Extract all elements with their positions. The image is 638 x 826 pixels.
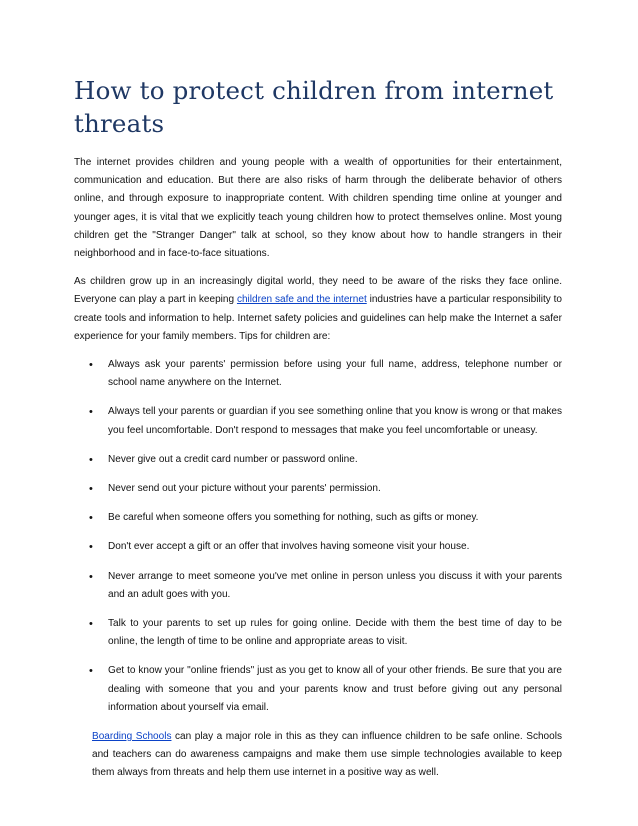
tip-text: Always ask your parents' permission before using your full name, address, telephone number or school name anywhere on the Internet. <box>108 359 562 389</box>
bullet-icon: • <box>89 665 93 678</box>
tips-list <box>74 356 562 717</box>
children-safe-link[interactable]: children safe and the internet <box>236 294 367 306</box>
bullet-icon: • <box>89 541 93 554</box>
tip-item <box>89 403 562 439</box>
page-title: How to protect children from internet threats <box>74 76 554 138</box>
tip-text: Be careful when someone offers you something for nothing, such as gifts or money. <box>108 512 479 524</box>
tip-text: Don't ever accept a gift or an offer that involves having someone visit your house. <box>108 541 470 553</box>
intro-paragraph: The internet provides children and young people with a wealth of opportunities for their entertainment, communication and education. But there are also risks of harm through the deliberate behavior of others online, and through exposure to inappropriate content. With children spending time online at younger and younger ages, it is vital that we explicitly teach young children how to protect themselves online. Most young children get the "Stranger Danger" talk at school, so they know about how to handle strangers in their neighborhood and in face-to-face situations. <box>74 157 562 260</box>
tip-text: Never send out your picture without your parents' permission. <box>108 483 381 495</box>
tip-text: Get to know your "online friends" just as you get to know all of your other friends. Be sure that you are dealing with someone that you and your parents know and trust before giving out any personal information about yourself via email. <box>108 665 562 713</box>
article-body <box>74 154 562 793</box>
boarding-schools-link[interactable]: Boarding Schools <box>92 731 172 743</box>
tip-text: Never arrange to meet someone you've met online in person unless you discuss it with your parents and an adult goes with you. <box>108 570 562 600</box>
second-paragraph-text-start: As children grow up in an increasingly digital world, they need to be aware of the risks they face online. Everyone can play a part in keeping <box>74 276 562 306</box>
second-paragraph <box>74 273 562 346</box>
closing-paragraph <box>92 728 562 783</box>
bullet-icon: • <box>89 618 93 631</box>
tip-text: Always tell your parents or guardian if you see something online that you know is wrong or that makes you feel uncomfortable. Don't respond to messages that make you feel uncomfortable or uneasy. <box>108 406 562 436</box>
tip-text: Never give out a credit card number or password online. <box>108 453 358 465</box>
bullet-icon: • <box>89 406 93 419</box>
tip-item <box>89 480 562 498</box>
second-paragraph-text-end: industries have a particular responsibility to create tools and information to help. Internet safety policies and guidelines can help make the Internet a safer experience for your family members. Tips for children are: <box>74 294 562 342</box>
bullet-icon: • <box>89 570 93 583</box>
tip-item <box>89 662 562 717</box>
tip-item <box>89 451 562 469</box>
tip-item <box>89 568 562 604</box>
tip-item <box>89 509 562 527</box>
tip-item <box>89 356 562 392</box>
bullet-icon: • <box>89 359 93 372</box>
tip-item <box>89 615 562 651</box>
bullet-icon: • <box>89 483 93 496</box>
bullet-icon: • <box>89 453 93 466</box>
closing-paragraph-text: can play a major role in this as they can influence children to be safe online. Schools and teachers can do awareness campaigns and make them use simple technologies available to keep them always from threats and help them use internet in a positive way as well. <box>92 731 562 779</box>
tip-text: Talk to your parents to set up rules for going online. Decide with them the best time of day to be online, the length of time to be online and appropriate areas to visit. <box>108 618 562 648</box>
bullet-icon: • <box>89 512 93 525</box>
tip-item <box>89 538 562 556</box>
